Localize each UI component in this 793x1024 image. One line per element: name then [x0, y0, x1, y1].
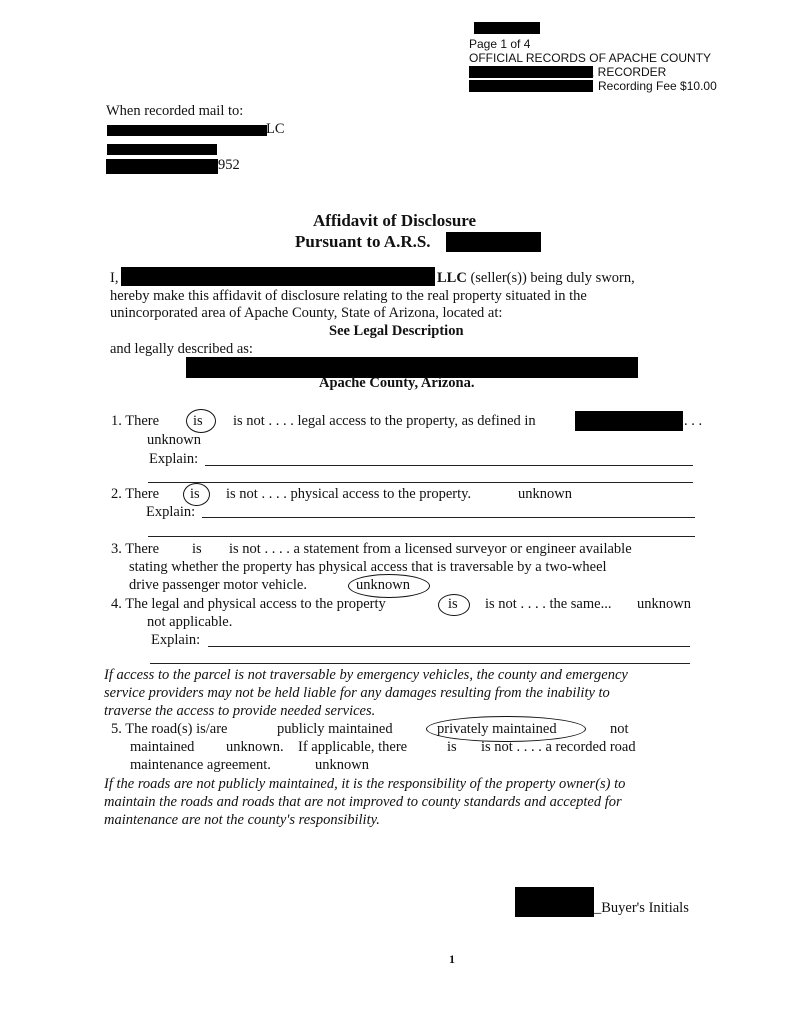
note2-line3: maintenance are not the county's responsibility. — [104, 812, 380, 828]
item5-is: is — [447, 739, 457, 755]
county-state: Apache County, Arizona. — [319, 375, 475, 391]
llc-label: LLC — [437, 270, 467, 286]
item5-unknown: unknown. — [226, 739, 284, 755]
page-count: Page 1 of 4 — [469, 37, 531, 51]
item2-explain-label: Explain: — [146, 504, 196, 520]
intro-i: I, — [110, 270, 119, 286]
item1-unknown: unknown — [147, 432, 201, 448]
item5-unknown2: unknown — [315, 757, 369, 773]
note2-line2: maintain the roads and roads that are not improved to county standards and accepted for — [104, 794, 622, 810]
item5-private: privately maintained — [437, 721, 557, 737]
item2-explain-line-2 — [148, 536, 695, 537]
item3-unknown: unknown — [356, 577, 410, 593]
intro-line2: hereby make this affidavit of disclosure relating to the real property situated in the — [110, 288, 587, 304]
addressee-suffix: LC — [266, 121, 285, 137]
item5-applicable: If applicable, there — [298, 739, 408, 755]
item2-there: 2. There — [111, 486, 160, 502]
buyer-initials-label: _Buyer's Initials — [594, 900, 689, 916]
recorder-title: , RECORDER — [591, 65, 667, 79]
redacted-addressee — [107, 125, 267, 136]
item3-text: is not . . . . a statement from a licensed surveyor or engineer available — [229, 541, 632, 557]
item4-not-applicable: not applicable. — [147, 614, 233, 630]
item2-explain-line — [202, 517, 695, 518]
item1-there: 1. There — [111, 413, 160, 429]
redacted-buyer-initials — [515, 887, 594, 917]
item4-explain-label: Explain: — [151, 632, 201, 648]
item1-selection-circle — [186, 409, 216, 433]
item1-explain-label: Explain: — [149, 451, 199, 467]
item4-is: is — [448, 596, 458, 612]
item4-unknown: unknown — [637, 596, 691, 612]
item4-selection-circle — [438, 594, 470, 616]
redacted-statute-ref — [575, 411, 683, 431]
redacted-recording-date — [469, 80, 593, 92]
item3-selection-circle — [348, 574, 430, 598]
redacted-street — [107, 144, 217, 155]
item5-isnot: is not . . . . a recorded road — [481, 739, 636, 755]
item3-line2: stating whether the property has physical access that is traversable by a two-wheel — [129, 559, 607, 575]
item3-there: 3. There — [111, 541, 160, 557]
intro-llc — [437, 270, 635, 287]
item4-rest: is not . . . . the same... — [485, 596, 612, 612]
item4-explain-line — [208, 646, 690, 647]
item2-selection-circle — [183, 483, 210, 506]
item2-is: is — [190, 486, 200, 502]
intro-line3: unincorporated area of Apache County, State of Arizona, located at: — [110, 305, 503, 321]
item4-explain-line-2 — [150, 663, 690, 664]
item1-explain-line — [205, 465, 693, 466]
mail-to-label: When recorded mail to: — [106, 103, 244, 119]
note1-line2: service providers may not be held liable for any damages resulting from the inability to — [104, 685, 610, 701]
item2-unknown: unknown — [518, 486, 572, 502]
statute-title: Pursuant to A.R.S. — [295, 232, 431, 251]
item1-explain-line-2 — [148, 482, 693, 483]
redacted-statute — [446, 232, 541, 252]
document-title: Affidavit of Disclosure — [313, 211, 477, 230]
recorder-office: OFFICIAL RECORDS OF APACHE COUNTY — [469, 51, 712, 65]
item5-not: not — [610, 721, 629, 737]
item1-dots: . . . — [684, 413, 703, 429]
item3-is: is — [192, 541, 202, 557]
see-legal-description: See Legal Description — [329, 323, 464, 339]
note2-line1: If the roads are not publicly maintained, it is the responsibility of the property owner(s) to — [104, 776, 626, 792]
redacted-recorder-name — [469, 66, 593, 78]
redacted-seller-name — [121, 267, 435, 286]
item2-text: is not . . . . physical access to the property. — [226, 486, 472, 502]
seller-text: (seller(s)) being duly sworn, — [466, 270, 635, 286]
item1-text: is not . . . . legal access to the property, as defined in — [233, 413, 536, 429]
item1-is: is — [193, 413, 203, 429]
recording-fee: Recording Fee $10.00 — [598, 79, 717, 93]
described-as: and legally described as: — [110, 341, 253, 357]
zip-suffix: 952 — [218, 157, 240, 173]
item5-text: 5. The road(s) is/are — [111, 721, 228, 737]
item3-line3: drive passenger motor vehicle. — [129, 577, 307, 593]
redacted-city — [106, 159, 218, 174]
redacted-record-number — [474, 22, 540, 34]
item5-agreement: maintenance agreement. — [130, 757, 271, 773]
item4-text: 4. The legal and physical access to the property — [111, 596, 386, 612]
item5-public: publicly maintained — [277, 721, 393, 737]
item5-maintained: maintained — [130, 739, 195, 755]
page-number: 1 — [449, 952, 455, 966]
note1-line1: If access to the parcel is not traversable by emergency vehicles, the county and emergency — [104, 667, 628, 683]
note1-line3: traverse the access to provide needed services. — [104, 703, 376, 719]
